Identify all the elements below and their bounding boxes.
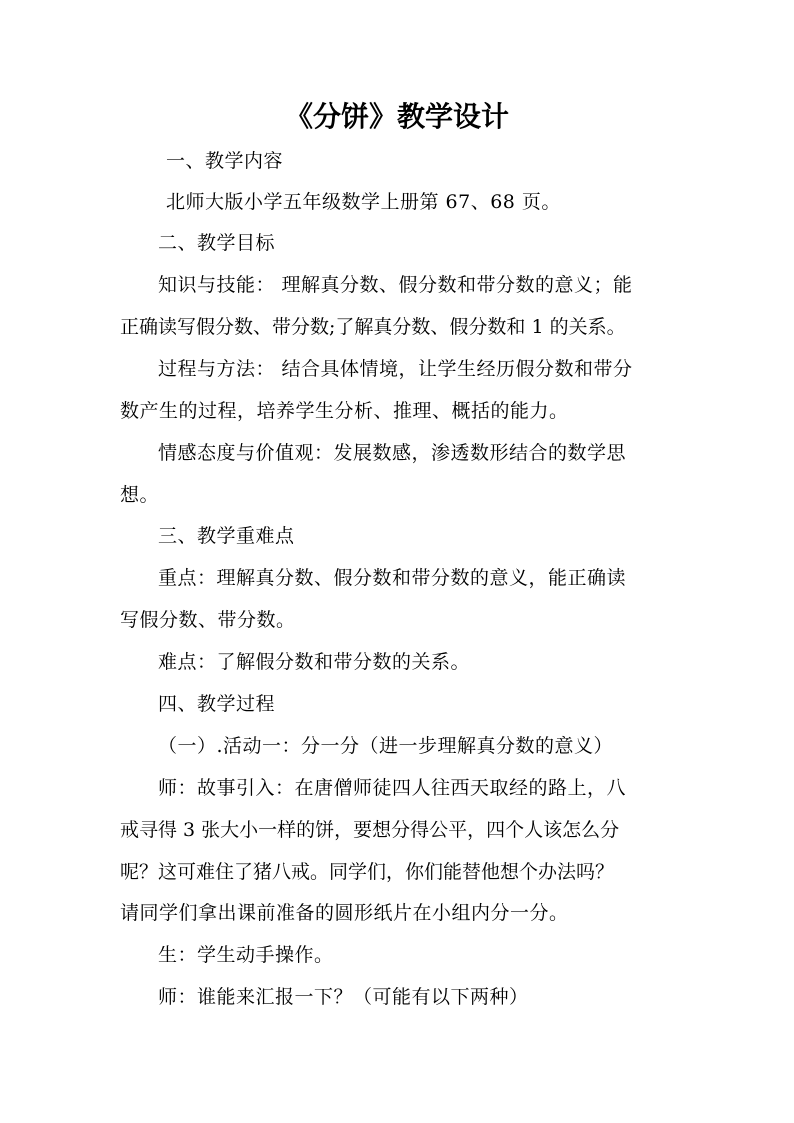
paragraph-line: 过程与方法： 结合具体情境，让学生经历假分数和带分 — [158, 358, 633, 380]
section-heading-objectives: 二、教学目标 — [158, 232, 276, 254]
paragraph-line: 知识与技能： 理解真分数、假分数和带分数的意义；能 — [158, 274, 633, 296]
content-text: 北师大版小学五年级数学上册第 67、68 页。 — [166, 191, 561, 213]
paragraph-line: 想。 — [120, 484, 160, 506]
paragraph-line: 请同学们拿出课前准备的圆形纸片在小组内分一分。 — [120, 902, 569, 924]
paragraph-line: 戒寻得 3 张大小一样的饼，要想分得公平，四个人该怎么分 — [120, 819, 620, 841]
paragraph-line: 重点：理解真分数、假分数和带分数的意义，能正确读 — [158, 567, 627, 589]
section-heading-content: 一、教学内容 — [166, 150, 284, 172]
paragraph-line: 师：谁能来汇报一下？（可能有以下两种） — [158, 986, 529, 1008]
paragraph-line: 情感态度与价值观：发展数感，渗透数形结合的数学思 — [158, 442, 627, 464]
paragraph-line: 呢？这可难住了猪八戒。同学们，你们能替他想个办法吗？ — [120, 861, 615, 883]
paragraph-line: 难点：了解假分数和带分数的关系。 — [158, 651, 471, 673]
section-heading-key-points: 三、教学重难点 — [158, 525, 295, 547]
paragraph-line: 正确读写假分数、带分数;了解真分数、假分数和 1 的关系。 — [120, 316, 626, 338]
paragraph-line: 师：故事引入：在唐僧师徒四人往西天取经的路上，八 — [158, 777, 627, 799]
document-title: 《分饼》教学设计 — [284, 100, 509, 133]
paragraph-line: 生：学生动手操作。 — [158, 944, 334, 966]
activity-heading: （一）.活动一：分一分（进一步理解真分数的意义） — [158, 735, 614, 757]
paragraph-line: 写假分数、带分数。 — [120, 609, 296, 631]
paragraph-line: 数产生的过程，培养学生分析、推理、概括的能力。 — [120, 400, 569, 422]
section-heading-process: 四、教学过程 — [158, 693, 276, 715]
